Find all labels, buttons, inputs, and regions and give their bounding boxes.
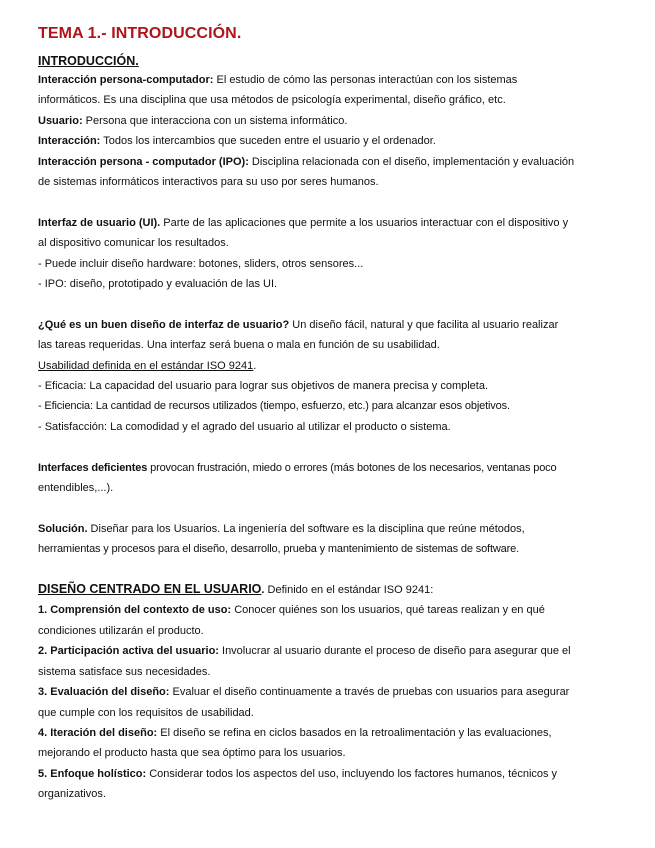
ui-text-1: Parte de las aplicaciones que permite a los usuarios interactuar con el dispositivo y: [160, 216, 569, 229]
ucd-item-3-text-2: que cumple con los requisitos de usabilidad.: [38, 706, 254, 719]
ipo-label: Interacción persona - computador (IPO):: [38, 155, 249, 168]
ucd-heading: DISEÑO CENTRADO EN EL USUARIO: [38, 582, 262, 597]
ui-bullet-2: - IPO: diseño, prototipado y evaluación de las UI.: [38, 278, 278, 291]
ucd-item-2: [38, 641, 635, 661]
usability-bullet-2: - Eficiencia: La cantidad de recursos utilizados (tiempo, esfuerzo, etc.) para alcanzar esos objetivos.: [38, 400, 510, 413]
usuario-text: Persona que interacciona con un sistema informático.: [82, 114, 348, 127]
ucd-item-5-text-1: Considerar todos los aspectos del uso, incluyendo los factores humanos, técnicos y: [146, 767, 558, 780]
good-design-text-1: Un diseño fácil, natural y que facilita al usuario realizar: [289, 318, 559, 331]
usability-standard-dot: .: [253, 359, 257, 372]
usability-standard: [38, 356, 635, 376]
ui-definition: [38, 213, 635, 233]
ucd-item-1-text-2: condiciones utilizarán el producto.: [38, 624, 204, 637]
usuario-definition: [38, 111, 635, 131]
spacer: [38, 192, 635, 212]
ucd-item-3: [38, 682, 635, 702]
ucd-item-2-text-2: sistema satisface sus necesidades.: [38, 665, 211, 678]
deficient-text-1: provocan frustración, miedo o errores (más botones de los necesarios, ventanas poco: [147, 461, 557, 474]
ucd-item-3-label: 3. Evaluación del diseño:: [38, 686, 170, 699]
ucd-item-1: [38, 600, 635, 620]
interaccion-label: Interacción:: [38, 135, 101, 148]
ui-bullet-1: - Puede incluir diseño hardware: botones, sliders, otros sensores...: [38, 257, 364, 270]
ucd-item-4: [38, 723, 635, 743]
interaccion-text: Todos los intercambios que suceden entre el usuario y el ordenador.: [100, 135, 436, 148]
good-design-text-2: las tareas requeridas. Una interfaz será buena o mala en función de su usabilidad.: [38, 339, 440, 352]
usability-standard-text: Usabilidad definida en el estándar ISO 9241: [38, 359, 254, 372]
ipo-definition: [38, 152, 635, 172]
solution-paragraph: [38, 519, 635, 539]
usability-bullet-3: - Satisfacción: La comodidad y el agrado del usuario al utilizar el producto o sistema.: [38, 420, 451, 433]
ui-label: Interfaz de usuario (UI).: [38, 216, 161, 229]
spacer: [38, 294, 635, 314]
usuario-label: Usuario:: [38, 114, 83, 127]
usability-bullet-1: - Eficacia: La capacidad del usuario para lograr sus objetivos de manera precisa y completa.: [38, 380, 489, 393]
page-title: TEMA 1.- INTRODUCCIÓN.: [38, 25, 242, 42]
ipo-text-2: de sistemas informáticos interactivos para su uso por seres humanos.: [38, 176, 379, 189]
ucd-item-5: [38, 764, 635, 784]
ucd-item-3-text-1: Evaluar el diseño continuamente a través de pruebas con usuarios para asegurar: [169, 686, 570, 699]
ipo-text-1: Disciplina relacionada con el diseño, implementación y evaluación: [248, 155, 575, 168]
ucd-item-2-text-1: Involucrar al usuario durante el proceso de diseño para asegurar que el: [218, 645, 571, 658]
spacer: [38, 498, 635, 518]
deficient-text-2: entendibles,...).: [38, 482, 114, 495]
ucd-item-5-text-2: organizativos.: [38, 788, 106, 801]
good-design-label: ¿Qué es un buen diseño de interfaz de usuario?: [38, 318, 290, 331]
ucd-item-1-label: 1. Comprensión del contexto de uso:: [38, 604, 232, 617]
ipc-definition: [38, 70, 635, 90]
ipc-label: Interacción persona-computador:: [38, 74, 214, 86]
ipc-text-2: informáticos. Es una disciplina que usa métodos de psicología experimental, diseño gráfico, etc.: [38, 94, 506, 107]
ucd-item-4-text-2: mejorando el producto hasta que sea óptimo para los usuarios.: [38, 747, 346, 760]
ucd-heading-text: Definido en el estándar ISO 9241:: [264, 584, 434, 597]
deficient-label: Interfaces deficientes: [38, 461, 148, 474]
solution-text-2: herramientas y procesos para el diseño, desarrollo, prueba y mantenimiento de sistemas de software.: [38, 543, 520, 556]
ucd-heading-dot: .: [261, 584, 265, 597]
ucd-item-2-label: 2. Participación activa del usuario:: [38, 645, 219, 658]
spacer: [38, 437, 635, 457]
ucd-item-4-text-1: El diseño se refina en ciclos basados en la retroalimentación y las evaluaciones,: [157, 726, 552, 739]
ipc-text-1: El estudio de cómo las personas interactúan con los sistemas: [213, 74, 518, 86]
ucd-item-4-label: 4. Iteración del diseño:: [38, 726, 158, 739]
good-design-question: [38, 315, 635, 335]
spacer: [38, 560, 635, 580]
ucd-heading-line: [38, 580, 635, 600]
interaccion-definition: [38, 131, 635, 151]
ui-text-2: al dispositivo comunicar los resultados.: [38, 237, 229, 250]
intro-heading: [38, 52, 635, 70]
solution-label: Solución.: [38, 522, 88, 535]
ucd-item-5-label: 5. Enfoque holístico:: [38, 767, 147, 780]
intro-heading-text: INTRODUCCIÓN: [38, 54, 136, 68]
intro-heading-dot: .: [135, 54, 139, 68]
deficient-interfaces: [38, 458, 635, 478]
ucd-item-1-text-1: Conocer quiénes son los usuarios, qué tareas realizan y en qué: [231, 604, 545, 617]
solution-text-1: Diseñar para los Usuarios. La ingeniería del software es la disciplina que reúne métodos,: [87, 522, 525, 535]
